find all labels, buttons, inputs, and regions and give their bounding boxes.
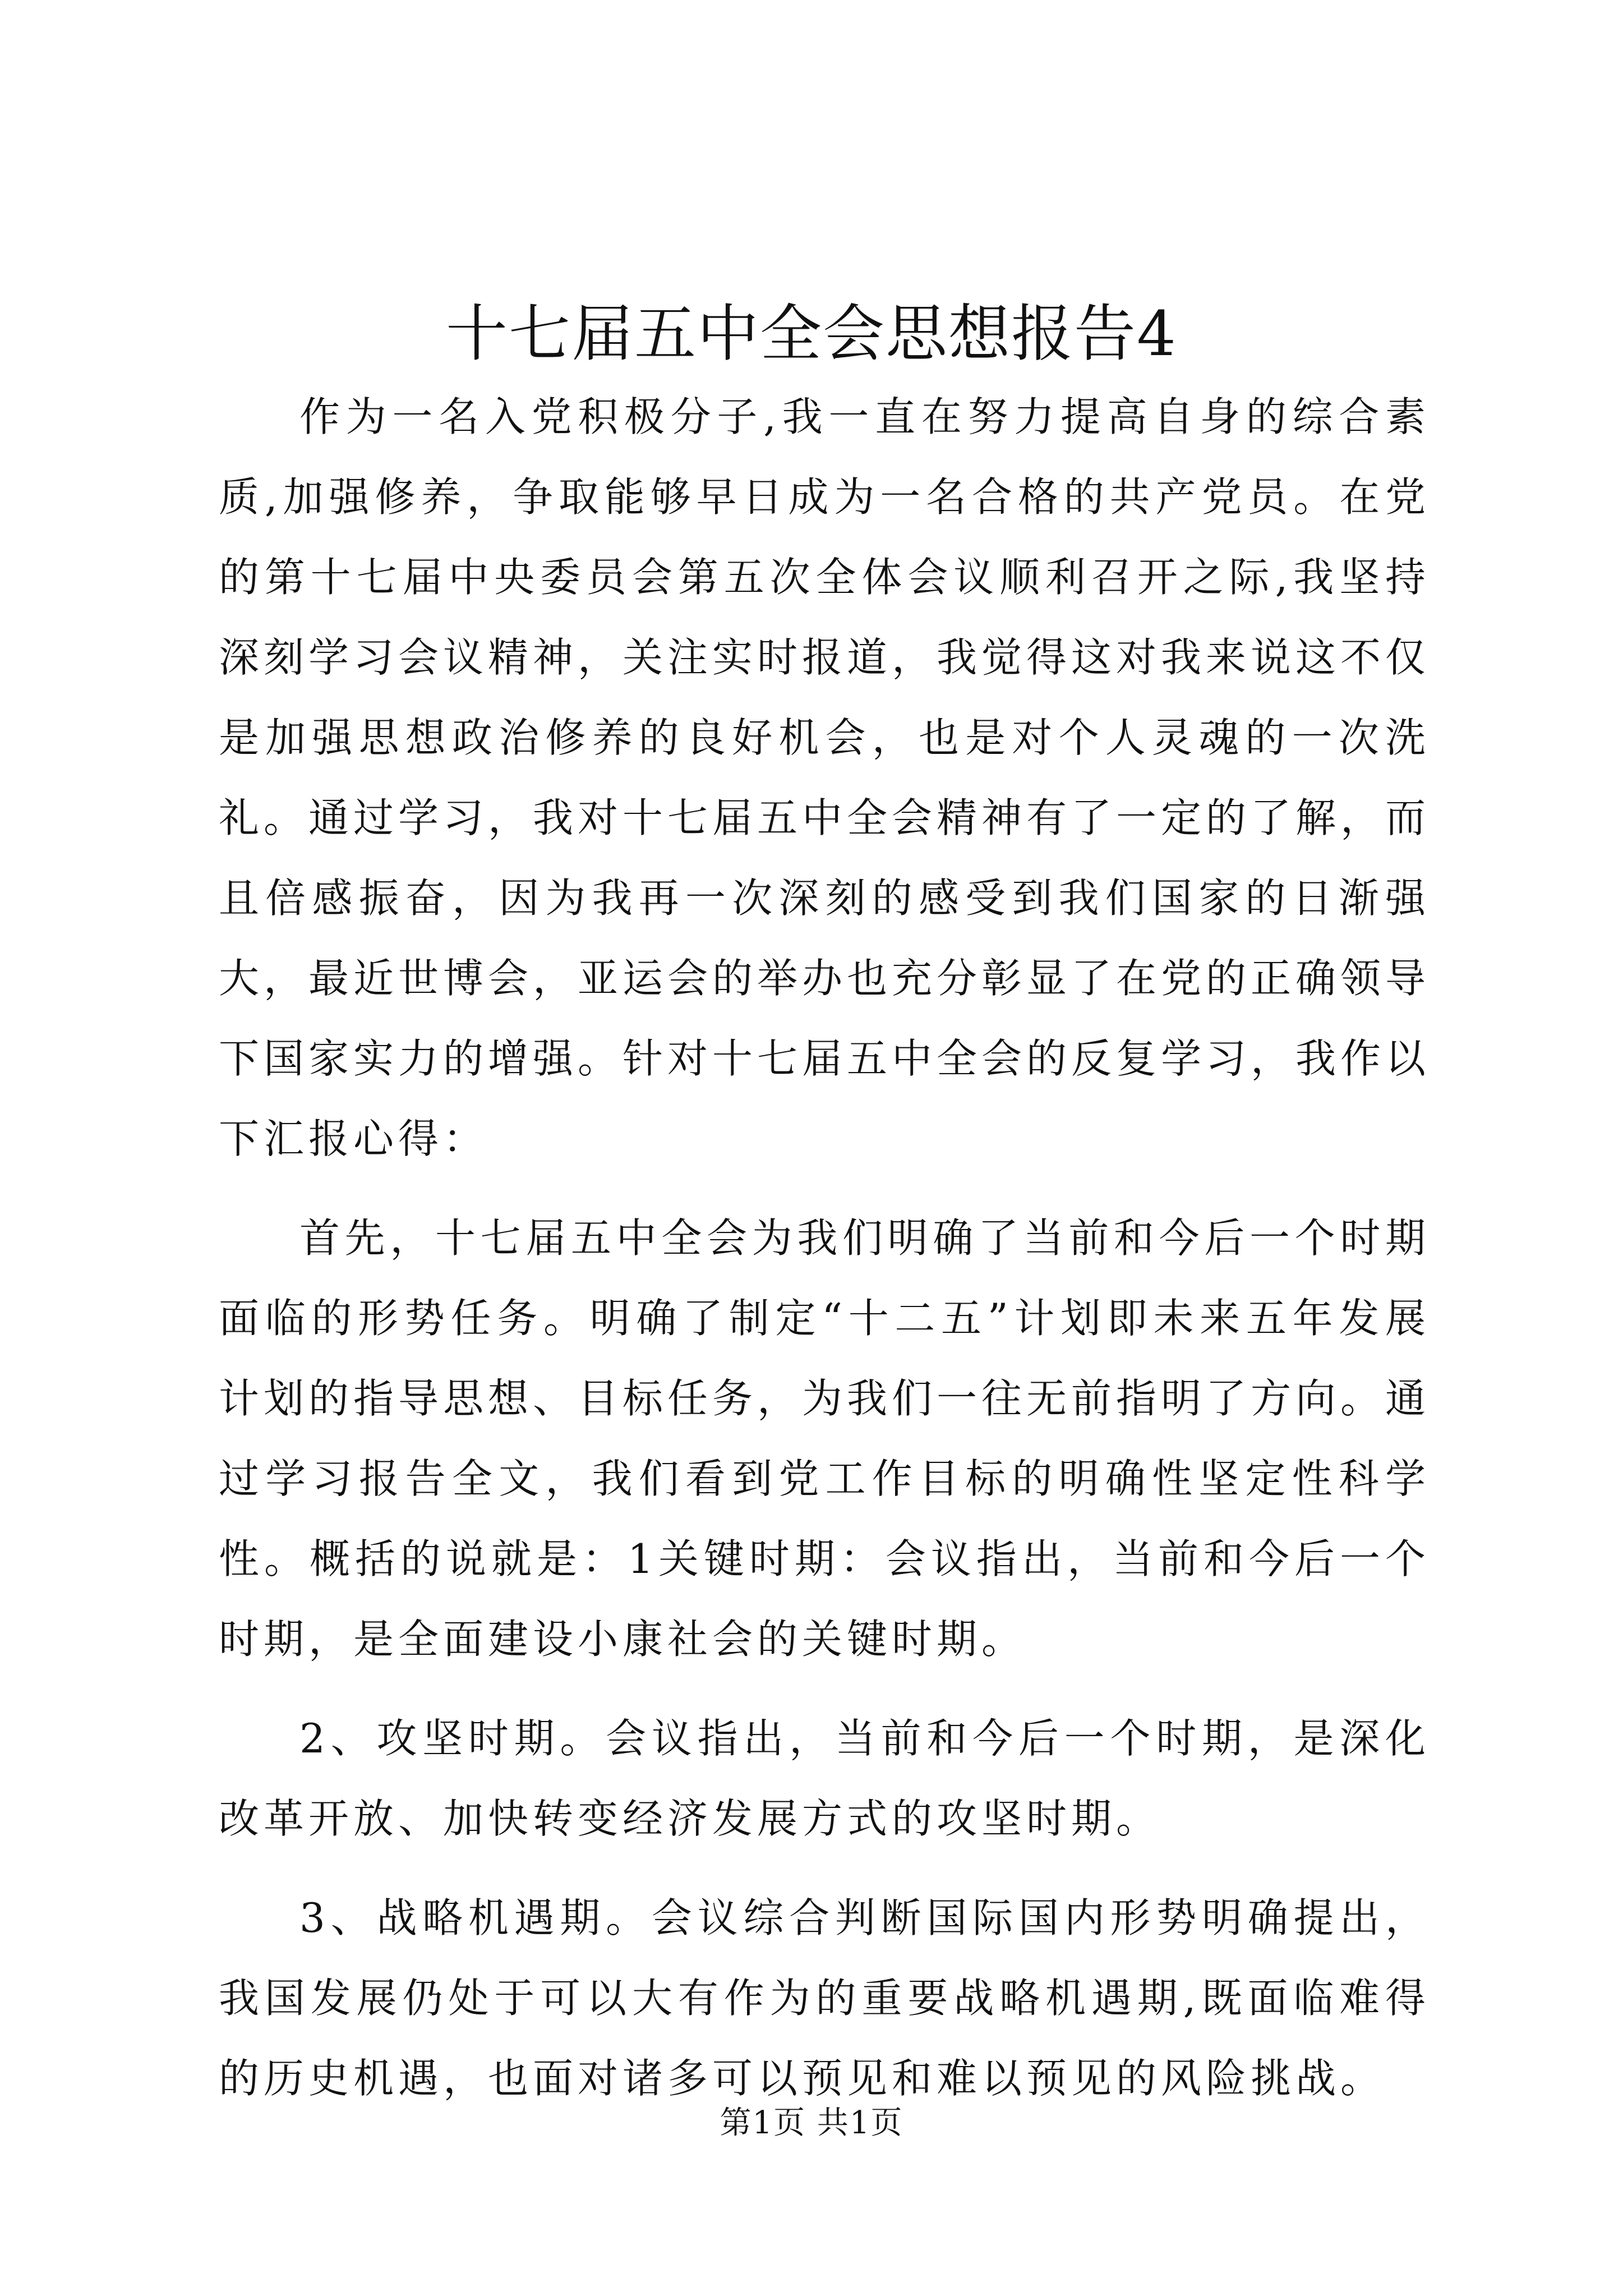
page-title: 十七届五中全会思想报告4 (446, 298, 1177, 370)
document-body (219, 377, 1430, 2119)
page-footer: 第1页 共1页 (720, 2105, 903, 2141)
paragraph-second-point: 2、攻坚时期。会议指出，当前和今后一个时期，是深化改革开放、加快转变经济发展方式的攻坚时期。 (219, 1715, 1430, 1842)
paragraph-third-point: 3、战略机遇期。会议综合判断国际国内形势明确提出，我国发展仍处于可以大有作为的重要战略机遇期,既面临难得的历史机遇，也面对诸多可以预见和难以预见的风险挑战。 (219, 1894, 1430, 2102)
paragraph-first-point: 首先，十七届五中全会为我们明确了当前和今后一个时期面临的形势任务。明确了制定“十二五”计划即未来五年发展计划的指导思想、目标任务，为我们一往无前指明了方向。通过学习报告全文，我们看到党工作目标的明确性坚定性科学性。概括的说就是：1关键时期：会议指出，当前和今后一个时期，是全面建设小康社会的关键时期。 (219, 1214, 1431, 1663)
paragraph-intro: 作为一名入党积极分子,我一直在努力提高自身的综合素质,加强修养，争取能够早日成为一名合格的共产党员。在党的第十七届中央委员会第五次全体会议顺利召开之际,我坚持深刻学习会议精神，关注实时报道，我觉得这对我来说这不仅是加强思想政治修养的良好机会，也是对个人灵魂的一次洗礼。通过学习，我对十七届五中全会精神有了一定的了解，而且倍感振奋，因为我再一次深刻的感受到我们国家的日渐强大，最近世博会，亚运会的举办也充分彰显了在党的正确领导下国家实力的增强。针对十七届五中全会的反复学习，我作以下汇报心得： (219, 393, 1431, 1162)
